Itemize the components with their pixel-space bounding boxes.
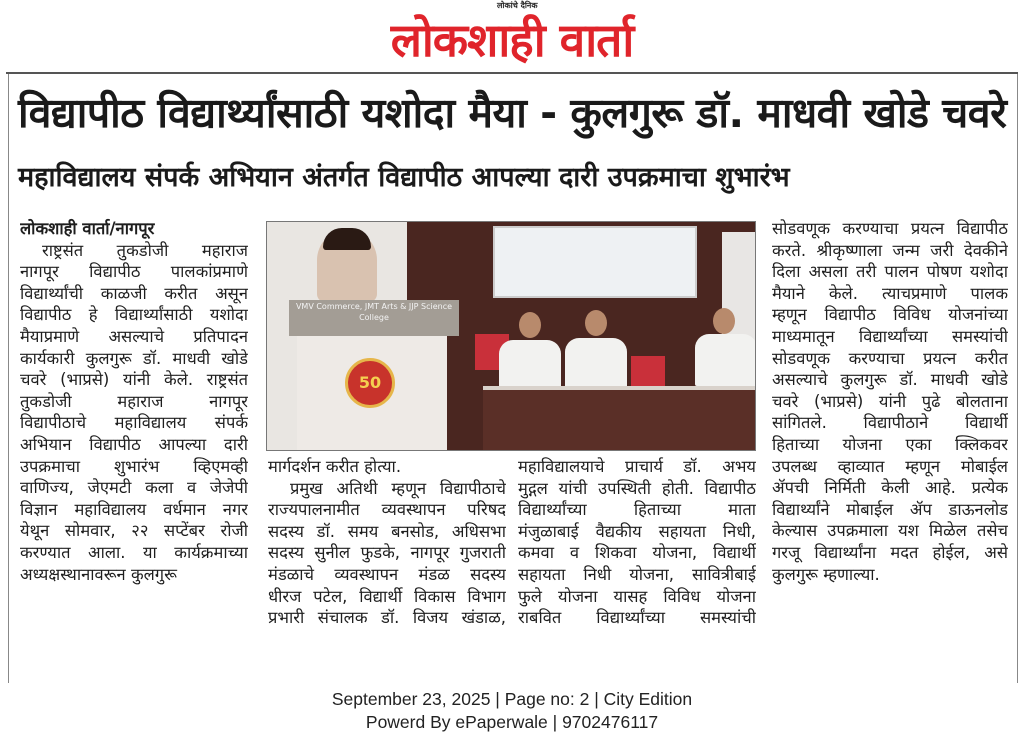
- article-line: प्रभारी संचालक डॉ. विजय खंडाळ,: [268, 608, 506, 628]
- article-line: मैयाने केले. त्याचप्रमाणे पालक: [772, 283, 1008, 303]
- guest-figure: [695, 334, 756, 386]
- article-line: विद्यापीठाचे महाविद्यालय संपर्क: [20, 413, 248, 433]
- article-line: चवरे (भाप्रसे) यांनी पुढे बोलताना: [772, 391, 1008, 411]
- article-line: प्रमुख अतिथी म्हणून विद्यापीठाचे: [290, 478, 506, 498]
- article-line: कार्यकारी कुलगुरू डॉ. माधवी खोडे: [20, 348, 248, 368]
- powered-by: Powerd By ePaperwale | 9702476117: [365, 712, 659, 732]
- article-line: फुले योजना यासह विविध योजना: [518, 586, 756, 606]
- anniversary-badge: 50: [345, 358, 395, 408]
- headline: विद्यापीठ विद्यार्थ्यांसाठी यशोदा मैया - कुलगुरू डॉ. माधवी खोडे चवरे: [18, 89, 1007, 137]
- newspaper-logo: लोकशाही वार्ता: [390, 13, 634, 67]
- masthead: [352, 0, 672, 70]
- article-line: सहायता निधी योजना, सावित्रीबाई: [518, 564, 756, 584]
- article-line: तुकडोजी महाराज नागपूर: [20, 391, 248, 411]
- article-line: माध्यमातून विद्यार्थ्यांच्या समस्यांची: [772, 326, 1008, 346]
- article-column-4: [772, 218, 1008, 585]
- article-line: विद्यार्थ्यांने मोबाईल ॲप डाऊनलोड: [772, 499, 1008, 519]
- article-line: विज्ञान महाविद्यालय वर्धमान नगर: [20, 499, 248, 519]
- article-line: वाणिज्य, जेएमटी कला व जेजेपी: [20, 478, 248, 498]
- article-line: ॲपची निर्मिती केली आहे. प्रत्येक: [772, 478, 1008, 498]
- article-column-2: [268, 456, 506, 629]
- article-line: हिताच्या योजना एका क्लिकवर: [772, 434, 1008, 454]
- guest-head: [713, 308, 735, 334]
- projector-screen: [493, 226, 697, 298]
- article-line: मुद्गल यांची उपस्थिती होती. विद्यापीठ: [518, 478, 756, 498]
- subheadline: महाविद्यालय संपर्क अभियान अंतर्गत विद्यापीठ आपल्या दारी उपक्रमाचा शुभारंभ: [18, 162, 790, 193]
- guest-figure: [565, 338, 627, 390]
- article-line: महाविद्यालयाचे प्राचार्य डॉ. अभय: [518, 457, 756, 476]
- article-line: म्हणून विद्यापीठ विविध योजनांच्या: [772, 305, 1008, 325]
- article-line: सांगितले. विद्यापीठाने विद्यार्थी: [772, 413, 1008, 433]
- podium-plaque: VMV Commerce, JMT Arts & JJP Science College: [289, 300, 459, 336]
- article-column-1: [20, 218, 248, 585]
- article-line: केल्यास उपक्रमाला यश मिळेल तसेच: [772, 521, 1008, 541]
- article-line: दिला असला तरी पालन पोषण यशोदा: [772, 262, 1008, 282]
- article-line: असल्याचे कुलगुरू डॉ. माधवी खोडे: [772, 370, 1008, 390]
- article-line: विद्यार्थ्यांच्या हिताच्या माता: [518, 500, 756, 520]
- article-line: कुलगुरू म्हणाल्या.: [772, 564, 880, 584]
- article-column-3: [518, 456, 756, 629]
- article-line: उपक्रमाचा शुभारंभ व्हिएमव्ही: [20, 456, 248, 476]
- article-line: करते. श्रीकृष्णाला जन्म जरी देवकीने: [772, 240, 1008, 260]
- article-line: मंजुळाबाई वैद्यकीय सहायता निधी,: [518, 521, 756, 541]
- article-line: सदस्य डॉ. समय बनसोड, अधिसभा: [268, 521, 506, 541]
- logo-tagline: लोकांचे दैनिक: [497, 1, 538, 10]
- article-line: सोडवणूक करण्याचा प्रयत्न विद्यापीठ: [772, 219, 1008, 238]
- article-line: धीरज पटेल, विद्यार्थी विकास विभाग: [268, 586, 506, 606]
- article-line: येथून सोमवार, २२ सप्टेंबर रोजी: [20, 521, 248, 541]
- guest-head: [519, 312, 541, 338]
- article-line: कमवा व शिकवा योजना, विद्यार्थी: [518, 543, 756, 563]
- article-line: करण्यात आला. या कार्यक्रमाच्या: [20, 542, 248, 562]
- article-line: उपलब्ध व्हाव्यात म्हणून मोबाईल: [772, 456, 1008, 476]
- article-line: विद्यार्थ्यांची काळजी करीत असून: [20, 283, 248, 303]
- article-line: राबवित विद्यार्थ्यांच्या समस्यांची: [518, 608, 756, 628]
- dateline: लोकशाही वार्ता/नागपूर: [20, 219, 155, 238]
- article-line: विद्यापीठ हे विद्यार्थ्यांसाठी यशोदा: [20, 305, 248, 325]
- article-line: राष्ट्रसंत तुकडोजी महाराज: [42, 240, 248, 260]
- article-line: अध्यक्षस्थानावरून कुलगुरू: [20, 564, 177, 584]
- guest-head: [585, 310, 607, 336]
- event-photo: [266, 221, 756, 451]
- article-line: मार्गदर्शन करीत होत्या.: [268, 457, 402, 476]
- article-line: राज्यपालनामीत व्यवस्थापन परिषद: [268, 500, 506, 520]
- article-line: चवरे (भाप्रसे) यांनी केले. राष्ट्रसंत: [20, 370, 248, 390]
- article-line: सोडवणूक करण्याचा प्रयत्न करीत: [772, 348, 1008, 368]
- dais-table: [483, 386, 755, 451]
- edition-info: September 23, 2025 | Page no: 2 | City Edition: [331, 689, 693, 709]
- article-line: गरजू विद्यार्थ्यांना मदत होईल, असे: [772, 542, 1008, 562]
- article-line: नागपूर विद्यापीठ पालकांप्रमाणे: [20, 262, 248, 282]
- guest-figure: [499, 340, 561, 392]
- article-line: मंडळाचे व्यवस्थापन मंडळ सदस्य: [268, 564, 506, 584]
- article-line: मैयाप्रमाणे असल्याचे प्रतिपादन: [20, 326, 248, 346]
- article-line: सदस्य सुनील फुडके, नागपूर गुजराती: [268, 543, 506, 563]
- article-line: अभियान विद्यापीठ आपल्या दारी: [20, 434, 248, 454]
- speaker-hair: [323, 228, 371, 250]
